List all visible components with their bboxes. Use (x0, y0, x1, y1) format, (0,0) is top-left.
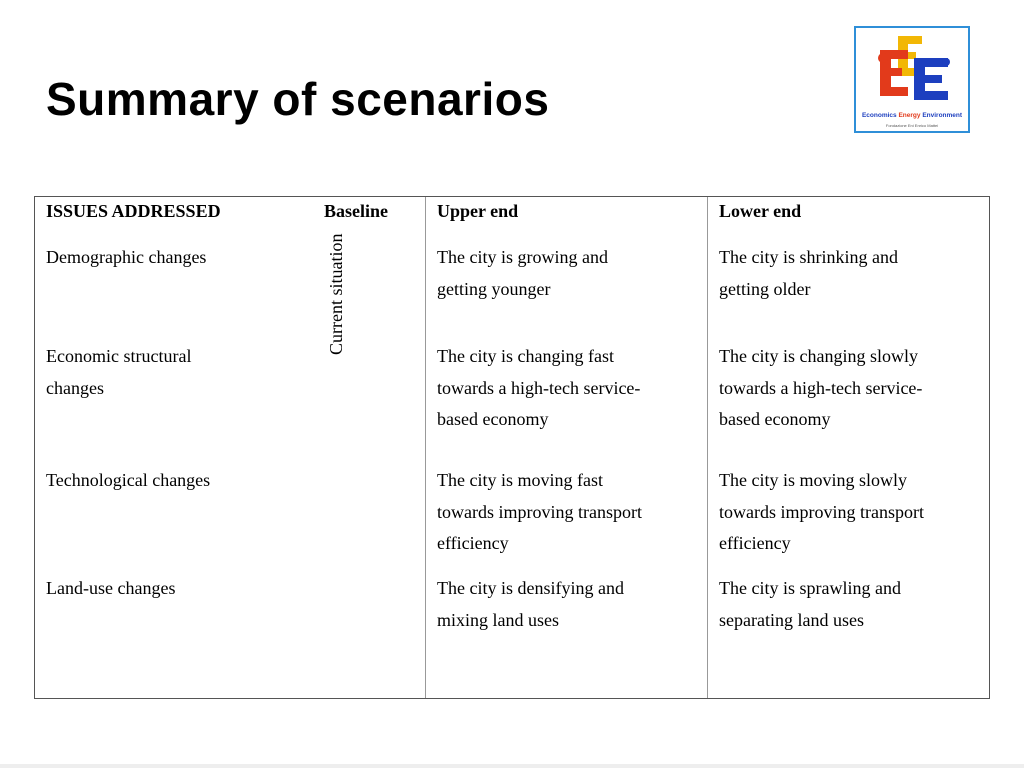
cell-line: based economy (719, 409, 831, 429)
cell-line: separating land uses (719, 609, 864, 630)
cell-line: towards improving transport (719, 501, 924, 522)
slide-title: Summary of scenarios (46, 73, 550, 125)
logo-word-energy: Energy (898, 112, 921, 119)
row-issue-technological (46, 465, 210, 497)
cell-line: The city is sprawling and (719, 578, 901, 598)
feem-logo (854, 26, 970, 133)
cell-line: Land-use changes (46, 578, 176, 598)
header-lower: Lower end (719, 201, 802, 221)
cell-line: towards improving transport (437, 501, 642, 522)
row-upper-economic (437, 341, 640, 436)
row-issue-demographic (46, 242, 206, 274)
logo-word-environment: Environment (922, 112, 963, 119)
logo-subtitle: Fondazione Eni Enrico Mattei (885, 123, 939, 128)
cell-line: The city is densifying and (437, 578, 624, 598)
eee-logo-icon (856, 28, 968, 110)
cell-line: changes (46, 377, 104, 398)
cell-line: towards a high-tech service- (719, 377, 923, 398)
cell-line: The city is shrinking and (719, 247, 898, 267)
row-lower-landuse (719, 573, 901, 636)
cell-line: The city is moving slowly (719, 470, 907, 490)
cell-line: The city is moving fast (437, 470, 603, 490)
cell-line: Demographic changes (46, 247, 207, 267)
cell-line: efficiency (437, 533, 509, 553)
column-divider (425, 197, 426, 698)
row-lower-economic (719, 341, 922, 436)
row-upper-landuse (437, 573, 624, 636)
cell-line: The city is changing fast (437, 346, 614, 366)
row-upper-demographic (437, 242, 608, 305)
row-issue-landuse (46, 573, 175, 605)
cell-line: The city is growing and (437, 247, 608, 267)
row-lower-technological (719, 465, 924, 560)
cell-line: based economy (437, 409, 549, 429)
logo-caption (856, 112, 968, 119)
baseline-current-situation: Current situation (326, 233, 346, 356)
row-issue-economic (46, 341, 191, 404)
logo-word-economics: Economics (861, 112, 897, 119)
slide-footer-rule (0, 764, 1024, 768)
row-lower-demographic (719, 242, 898, 305)
column-divider (707, 197, 708, 698)
cell-line: towards a high-tech service- (437, 377, 641, 398)
cell-line: Technological changes (46, 470, 211, 490)
cell-line: getting younger (437, 278, 551, 299)
cell-line: getting older (719, 278, 811, 299)
cell-line: The city is changing slowly (719, 346, 918, 366)
cell-line: Economic structural (46, 346, 192, 366)
header-upper: Upper end (437, 201, 519, 221)
header-baseline: Baseline (324, 201, 389, 221)
cell-line: efficiency (719, 533, 791, 553)
cell-line: mixing land uses (437, 609, 559, 630)
row-upper-technological (437, 465, 642, 560)
header-issues: ISSUES ADDRESSED (46, 201, 221, 221)
